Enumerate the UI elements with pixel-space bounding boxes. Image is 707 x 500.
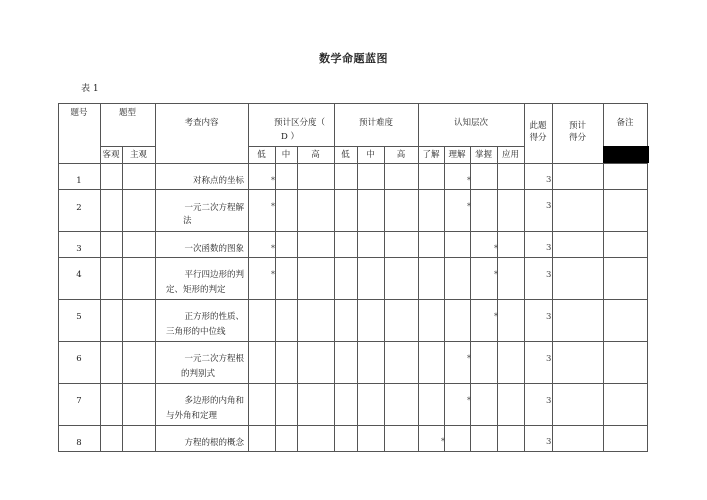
rule bbox=[58, 341, 648, 342]
row-8-no: 8 bbox=[76, 438, 82, 448]
header-question-no: 题号 bbox=[70, 108, 88, 118]
header-question-score-l2: 得分 bbox=[529, 133, 547, 143]
header-cog-apply: 应用 bbox=[501, 150, 519, 160]
row-6-no: 6 bbox=[76, 354, 82, 364]
header-remarks: 备注 bbox=[616, 118, 634, 128]
rule bbox=[248, 146, 524, 147]
row-5-content-l1: 正方形的性质、 bbox=[184, 312, 244, 322]
row-4-content-l2: 定、矩形的判定 bbox=[166, 285, 226, 295]
row-5-score: 3 bbox=[546, 312, 552, 322]
rule bbox=[58, 257, 648, 258]
row-4-no: 4 bbox=[76, 270, 82, 280]
table-label: 表 1 bbox=[81, 84, 99, 94]
header-difficulty: 预计难度 bbox=[358, 118, 393, 128]
row-3-cog-master-mark: * bbox=[494, 244, 498, 253]
row-2-cog-comprehend-mark: * bbox=[467, 202, 471, 211]
rule bbox=[552, 103, 553, 452]
rule bbox=[58, 425, 648, 426]
rule bbox=[297, 146, 298, 452]
header-disc-high: 高 bbox=[311, 150, 320, 160]
row-4-score: 3 bbox=[546, 270, 552, 280]
document-title: 数学命题蓝图 bbox=[319, 52, 388, 65]
row-3-disc-low-mark: * bbox=[271, 244, 275, 253]
redacted-block bbox=[603, 146, 649, 163]
row-3-content: 一次函数的图象 bbox=[184, 244, 244, 254]
row-6-content-l1: 一元二次方程根 bbox=[184, 354, 244, 364]
rule bbox=[58, 383, 648, 384]
rule bbox=[357, 146, 358, 452]
rule bbox=[58, 163, 648, 164]
row-4-disc-low-mark: * bbox=[271, 270, 275, 279]
header-diff-mid: 中 bbox=[366, 150, 375, 160]
row-1-score: 3 bbox=[546, 175, 552, 185]
header-question-score-l1: 此题 bbox=[529, 121, 547, 131]
row-2-disc-low-mark: * bbox=[271, 202, 275, 211]
rule bbox=[58, 299, 648, 300]
header-cognitive: 认知层次 bbox=[453, 118, 488, 128]
header-expected-score-l2: 得分 bbox=[568, 133, 586, 143]
rule bbox=[444, 146, 445, 452]
row-1-no: 1 bbox=[76, 176, 82, 186]
row-4-content-l1: 平行四边形的判 bbox=[184, 270, 244, 280]
header-diff-high: 高 bbox=[396, 150, 406, 160]
row-7-score: 3 bbox=[546, 396, 552, 406]
row-8-score: 3 bbox=[546, 437, 552, 447]
rule bbox=[524, 103, 525, 452]
rule bbox=[470, 146, 471, 452]
row-6-score: 3 bbox=[546, 354, 552, 364]
row-1-cog-comprehend-mark: * bbox=[467, 176, 471, 185]
header-question-type: 题型 bbox=[118, 108, 136, 118]
row-5-no: 5 bbox=[76, 312, 82, 322]
row-4-cog-master-mark: * bbox=[494, 270, 498, 279]
row-6-content-l2: 的判别式 bbox=[181, 369, 216, 379]
rule bbox=[275, 146, 276, 452]
rule bbox=[58, 231, 648, 232]
row-7-content-l1: 多边形的内角和 bbox=[184, 396, 244, 406]
row-8-cog-understand-mark: * bbox=[441, 437, 445, 446]
row-7-no: 7 bbox=[76, 396, 82, 406]
row-7-content-l2: 与外角和定理 bbox=[166, 411, 218, 421]
header-diff-low: 低 bbox=[341, 150, 350, 160]
table-border-top bbox=[58, 103, 648, 104]
row-8-content: 方程的根的概念 bbox=[184, 438, 244, 448]
rule bbox=[497, 146, 498, 452]
header-disc-low: 低 bbox=[257, 150, 266, 160]
rule bbox=[122, 146, 123, 452]
header-discrimination-l1: 预计区分度（ bbox=[274, 118, 326, 128]
row-2-content-l2: 法 bbox=[183, 216, 192, 226]
rule bbox=[58, 189, 648, 190]
header-cog-understand: 了解 bbox=[422, 150, 440, 160]
row-3-no: 3 bbox=[76, 244, 82, 254]
header-cog-comprehend: 理解 bbox=[448, 150, 466, 160]
header-expected-score-l1: 预计 bbox=[568, 121, 586, 131]
header-objective: 客观 bbox=[102, 150, 120, 160]
row-2-content-l1: 一元二次方程解 bbox=[184, 203, 244, 213]
row-5-cog-master-mark: * bbox=[494, 312, 498, 321]
row-6-cog-comprehend-mark: * bbox=[467, 354, 471, 363]
row-3-score: 3 bbox=[546, 243, 552, 253]
header-subjective: 主观 bbox=[129, 150, 147, 160]
rule bbox=[100, 146, 155, 147]
header-discrimination-l2: D ） bbox=[281, 132, 300, 142]
header-disc-mid: 中 bbox=[281, 150, 291, 160]
row-1-content: 对称点的坐标 bbox=[192, 176, 244, 186]
rule bbox=[384, 146, 385, 452]
row-5-content-l2: 三角形的中位线 bbox=[166, 327, 226, 337]
row-7-cog-comprehend-mark: * bbox=[467, 396, 471, 405]
table-border-bottom bbox=[58, 451, 648, 452]
header-content: 考查内容 bbox=[184, 118, 219, 128]
row-1-disc-low-mark: * bbox=[271, 176, 275, 185]
row-2-no: 2 bbox=[76, 203, 82, 213]
header-cog-master: 掌握 bbox=[474, 150, 492, 160]
row-2-score: 3 bbox=[546, 201, 552, 211]
